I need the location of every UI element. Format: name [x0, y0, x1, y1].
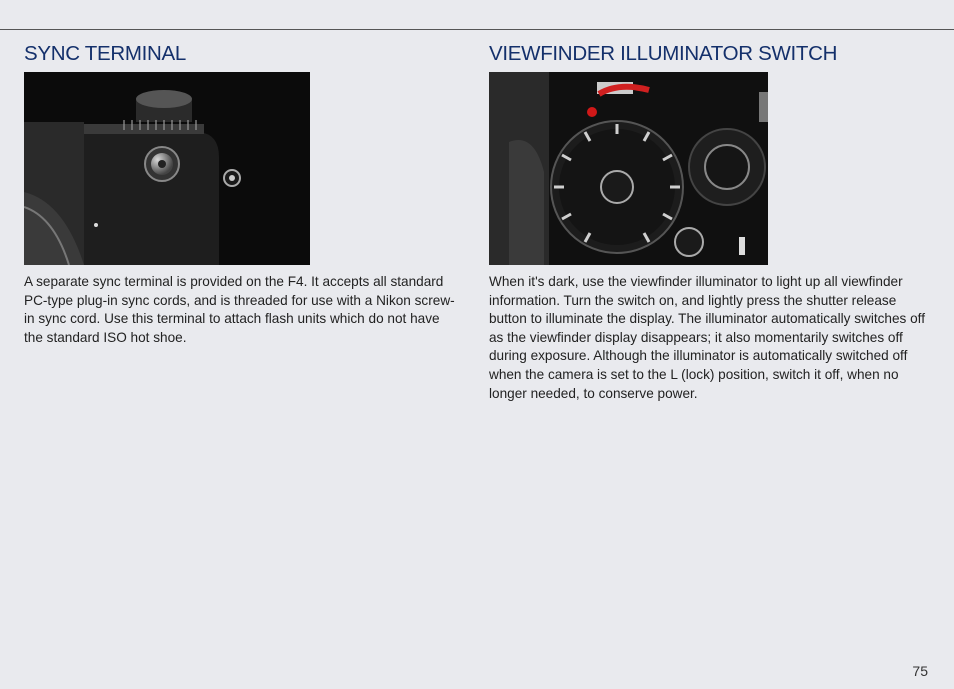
- viewfinder-illuminator-section: [489, 42, 929, 401]
- top-rule: [0, 29, 954, 30]
- viewfinder-illuminator-heading: VIEWFINDER ILLUMINATOR SWITCH: [489, 42, 838, 65]
- camera-sync-terminal-illustration: [24, 72, 310, 265]
- shutter-dial-illustration: [489, 72, 768, 265]
- sync-terminal-photo: [24, 72, 310, 265]
- viewfinder-illuminator-body: When it's dark, use the viewfinder illuminator to light up all viewfinder information. Turn the switch on, and lightly press the shutter release button to illuminate the display. The illuminator automatically switches off as the viewfinder display disappears; it also momentarily switches off during exposure. Although the illuminator is automatically switched off when the camera is set to the L (lock) position, switch it off, when no longer needed, to conserve power.: [489, 274, 925, 401]
- sync-terminal-heading: SYNC TERMINAL: [24, 42, 187, 65]
- sync-terminal-body: A separate sync terminal is provided on the F4. It accepts all standard PC-type plug-in sync cords, and is threaded for use with a Nikon screw-in sync cord. Use this terminal to attach flash units which do not have the standard ISO hot shoe.: [24, 274, 455, 345]
- sync-terminal-section: [24, 42, 455, 345]
- viewfinder-switch-photo: [489, 72, 768, 265]
- page-number: 75: [912, 663, 928, 679]
